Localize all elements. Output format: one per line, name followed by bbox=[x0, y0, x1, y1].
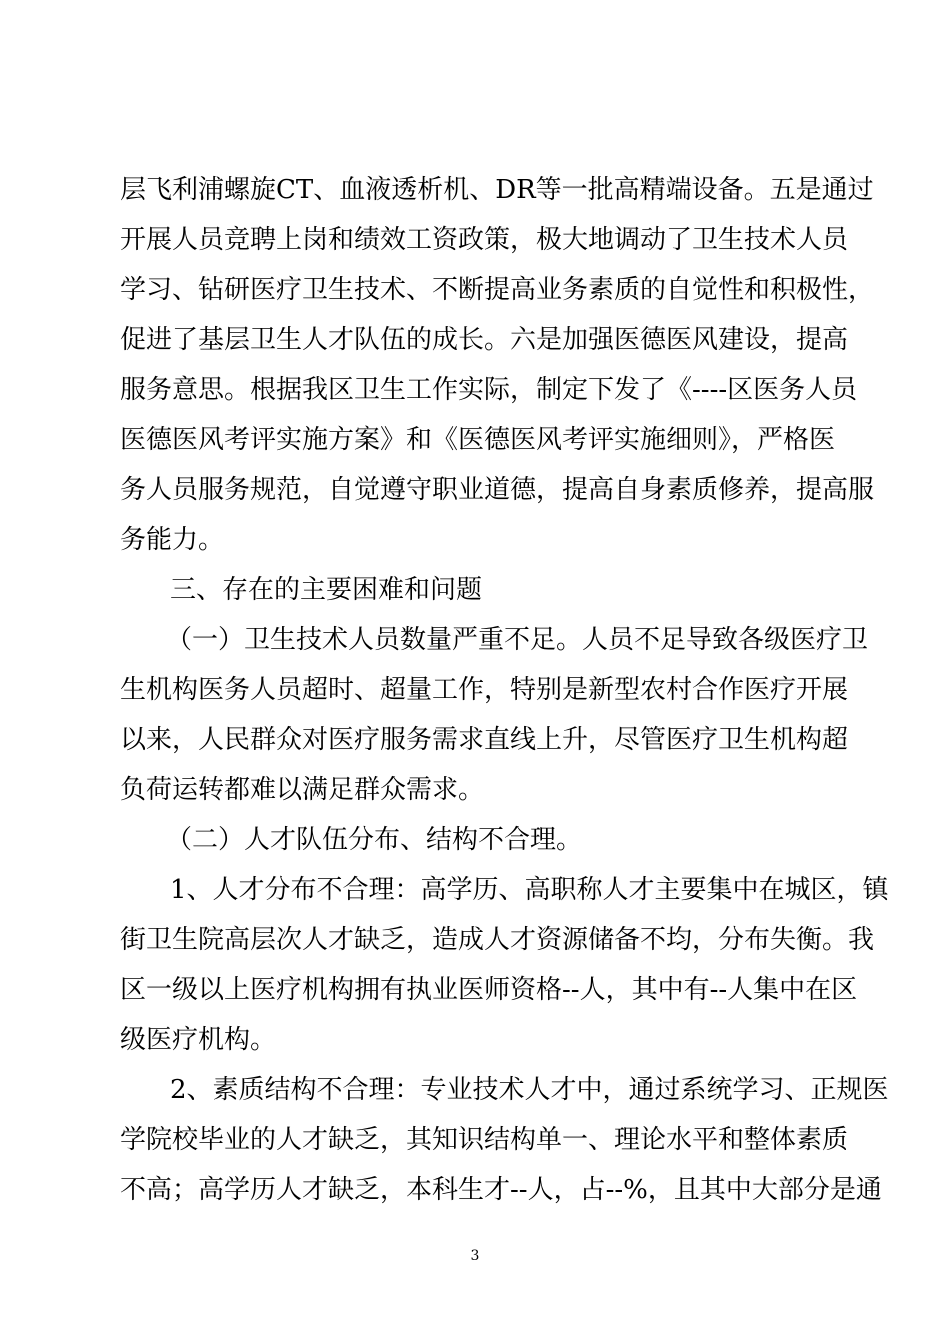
text-line: 不高；高学历人才缺乏，本科生才--人，占--%，且其中大部分是通 bbox=[120, 1175, 882, 1205]
text-line: 以来，人民群众对医疗服务需求直线上升，尽管医疗卫生机构超 bbox=[120, 725, 849, 755]
text-line: 区一级以上医疗机构拥有执业医师资格--人，其中有--人集中在区 bbox=[120, 975, 858, 1005]
text-line: 生机构医务人员超时、超量工作，特别是新型农村合作医疗开展 bbox=[120, 675, 849, 705]
text-line: 务能力。 bbox=[120, 525, 225, 555]
paragraph-first-line: 2、素质结构不合理：专业技术人才中，通过系统学习、正规医 bbox=[170, 1075, 889, 1105]
paragraph-first-line: （一）卫生技术人员数量严重不足。人员不足导致各级医疗卫 bbox=[166, 625, 869, 655]
text-line: 街卫生院高层次人才缺乏，造成人才资源储备不均，分布失衡。我 bbox=[120, 925, 875, 955]
paragraph-first-line: 1、人才分布不合理：高学历、高职称人才主要集中在城区，镇 bbox=[170, 875, 889, 905]
text-line: 级医疗机构。 bbox=[120, 1025, 277, 1055]
text-line: 务人员服务规范，自觉遵守职业道德，提高自身素质修养，提高服 bbox=[120, 475, 875, 505]
text-line: 促进了基层卫生人才队伍的成长。六是加强医德医风建设，提高 bbox=[120, 325, 849, 355]
text-line: 学习、钻研医疗卫生技术、不断提高业务素质的自觉性和积极性， bbox=[120, 275, 875, 305]
page-number: 3 bbox=[470, 1248, 480, 1264]
text-line: 服务意思。根据我区卫生工作实际，制定下发了《----区医务人员 bbox=[120, 375, 858, 405]
text-line: 负荷运转都难以满足群众需求。 bbox=[120, 775, 485, 805]
section-heading: 三、存在的主要困难和问题 bbox=[170, 575, 483, 605]
text-line: 开展人员竞聘上岗和绩效工资政策，极大地调动了卫生技术人员 bbox=[120, 225, 849, 255]
text-line: 医德医风考评实施方案》和《医德医风考评实施细则》，严格医 bbox=[120, 425, 836, 455]
subsection-heading: （二）人才队伍分布、结构不合理。 bbox=[166, 825, 583, 855]
text-line: 层飞利浦螺旋CT、血液透析机、DR等一批高精端设备。五是通过 bbox=[120, 175, 874, 205]
text-line: 学院校毕业的人才缺乏，其知识结构单一、理论水平和整体素质 bbox=[120, 1125, 849, 1155]
